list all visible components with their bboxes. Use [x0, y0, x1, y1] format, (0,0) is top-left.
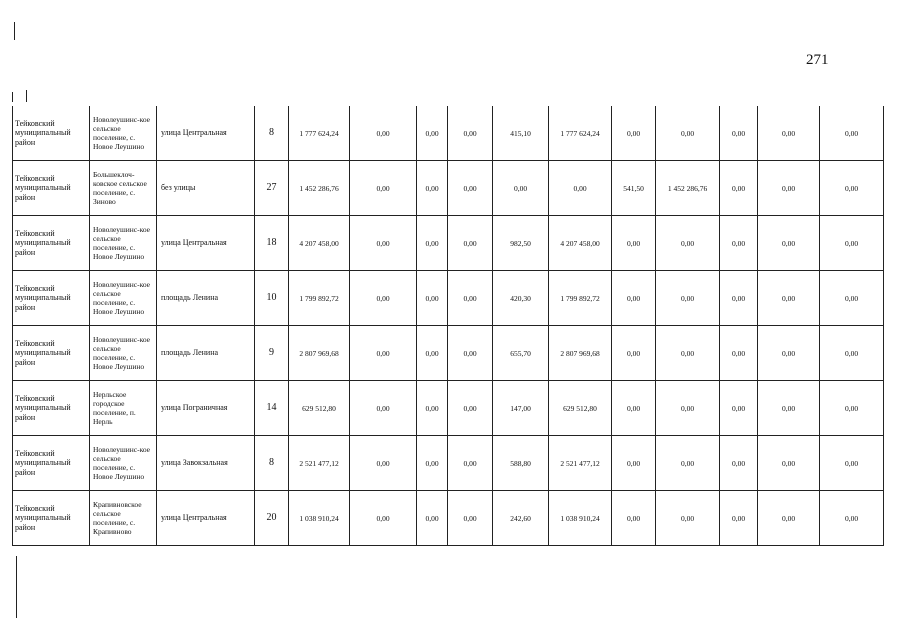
area-cell: 415,10	[493, 106, 549, 161]
table-row	[13, 106, 884, 161]
value-cell: 0,00	[350, 491, 417, 546]
settlement-cell: Новолеушинс-кое сельское поселение, с. Новое Леушино	[90, 271, 157, 326]
value-cell: 0,00	[720, 271, 758, 326]
value-cell: 0,00	[350, 436, 417, 491]
floors-cell: 18	[255, 216, 289, 271]
value-cell: 0,00	[820, 216, 884, 271]
value-cell: 0,00	[758, 491, 820, 546]
value-cell: 0,00	[758, 106, 820, 161]
value-cell: 0,00	[448, 436, 493, 491]
total-cost-cell: 629 512,80	[289, 381, 350, 436]
district-cell: Тейковский муниципальный район	[13, 381, 90, 436]
value-cell: 0,00	[820, 161, 884, 216]
cost-cell: 629 512,80	[549, 381, 612, 436]
cost-cell: 4 207 458,00	[549, 216, 612, 271]
value-cell: 0,00	[820, 381, 884, 436]
street-cell: улица Завокзальная	[157, 436, 255, 491]
value-cell: 0,00	[758, 436, 820, 491]
table-row	[13, 436, 884, 491]
cost-cell: 0,00	[656, 326, 720, 381]
scan-artifact-mark	[14, 22, 15, 40]
table-row	[13, 491, 884, 546]
value-cell: 0,00	[720, 381, 758, 436]
district-cell: Тейковский муниципальный район	[13, 326, 90, 381]
floors-cell: 10	[255, 271, 289, 326]
value-cell: 0,00	[417, 491, 448, 546]
table-row	[13, 216, 884, 271]
value-cell: 0,00	[820, 326, 884, 381]
total-cost-cell: 1 799 892,72	[289, 271, 350, 326]
cost-cell: 0,00	[549, 161, 612, 216]
area-cell: 242,60	[493, 491, 549, 546]
area-cell: 982,50	[493, 216, 549, 271]
total-cost-cell: 4 207 458,00	[289, 216, 350, 271]
district-cell: Тейковский муниципальный район	[13, 436, 90, 491]
value-cell: 0,00	[448, 326, 493, 381]
settlement-cell: Новолеушинс-кое сельское поселение, с. Новое Леушино	[90, 106, 157, 161]
total-cost-cell: 2 521 477,12	[289, 436, 350, 491]
value-cell: 0,00	[720, 491, 758, 546]
value-cell: 0,00	[758, 161, 820, 216]
total-cost-cell: 2 807 969,68	[289, 326, 350, 381]
value-cell: 0,00	[350, 271, 417, 326]
value-cell: 0,00	[350, 106, 417, 161]
area-cell: 0,00	[612, 381, 656, 436]
floors-cell: 14	[255, 381, 289, 436]
page-number: 271	[806, 52, 829, 68]
total-cost-cell: 1 452 286,76	[289, 161, 350, 216]
value-cell: 0,00	[720, 436, 758, 491]
value-cell: 0,00	[820, 271, 884, 326]
value-cell: 0,00	[720, 161, 758, 216]
area-cell: 0,00	[493, 161, 549, 216]
floors-cell: 27	[255, 161, 289, 216]
area-cell: 147,00	[493, 381, 549, 436]
total-cost-cell: 1 038 910,24	[289, 491, 350, 546]
area-cell: 541,50	[612, 161, 656, 216]
value-cell: 0,00	[417, 381, 448, 436]
housing-data-table	[12, 106, 884, 546]
settlement-cell: Крапивновское сельское поселение, с. Крапивново	[90, 491, 157, 546]
value-cell: 0,00	[417, 216, 448, 271]
district-cell: Тейковский муниципальный район	[13, 216, 90, 271]
value-cell: 0,00	[820, 106, 884, 161]
street-cell: площадь Ленина	[157, 326, 255, 381]
value-cell: 0,00	[417, 161, 448, 216]
value-cell: 0,00	[417, 326, 448, 381]
value-cell: 0,00	[448, 381, 493, 436]
area-cell: 655,70	[493, 326, 549, 381]
value-cell: 0,00	[720, 326, 758, 381]
cost-cell: 2 521 477,12	[549, 436, 612, 491]
value-cell: 0,00	[720, 216, 758, 271]
cost-cell: 0,00	[656, 271, 720, 326]
value-cell: 0,00	[417, 106, 448, 161]
district-cell: Тейковский муниципальный район	[13, 491, 90, 546]
value-cell: 0,00	[448, 216, 493, 271]
street-cell: улица Пограничная	[157, 381, 255, 436]
value-cell: 0,00	[720, 106, 758, 161]
value-cell: 0,00	[758, 216, 820, 271]
settlement-cell: Новолеушинс-кое сельское поселение, с. Новое Леушино	[90, 216, 157, 271]
cost-cell: 0,00	[656, 491, 720, 546]
value-cell: 0,00	[820, 491, 884, 546]
scan-artifact-mark	[16, 556, 17, 618]
district-cell: Тейковский муниципальный район	[13, 161, 90, 216]
district-cell: Тейковский муниципальный район	[13, 106, 90, 161]
area-cell: 0,00	[612, 491, 656, 546]
floors-cell: 8	[255, 436, 289, 491]
cost-cell: 0,00	[656, 381, 720, 436]
street-cell: улица Центральная	[157, 216, 255, 271]
value-cell: 0,00	[417, 436, 448, 491]
street-cell: улица Центральная	[157, 106, 255, 161]
area-cell: 0,00	[612, 216, 656, 271]
value-cell: 0,00	[758, 326, 820, 381]
cost-cell: 0,00	[656, 216, 720, 271]
area-cell: 0,00	[612, 271, 656, 326]
cost-cell: 1 799 892,72	[549, 271, 612, 326]
value-cell: 0,00	[758, 381, 820, 436]
scan-artifact-mark	[26, 90, 27, 102]
table-row	[13, 161, 884, 216]
value-cell: 0,00	[350, 216, 417, 271]
value-cell: 0,00	[448, 161, 493, 216]
value-cell: 0,00	[820, 436, 884, 491]
area-cell: 0,00	[612, 106, 656, 161]
cost-cell: 2 807 969,68	[549, 326, 612, 381]
value-cell: 0,00	[350, 381, 417, 436]
scan-artifact-mark	[12, 92, 13, 102]
floors-cell: 8	[255, 106, 289, 161]
floors-cell: 20	[255, 491, 289, 546]
value-cell: 0,00	[448, 271, 493, 326]
table-row	[13, 381, 884, 436]
value-cell: 0,00	[758, 271, 820, 326]
value-cell: 0,00	[448, 491, 493, 546]
street-cell: улица Центральная	[157, 491, 255, 546]
value-cell: 0,00	[417, 271, 448, 326]
area-cell: 588,80	[493, 436, 549, 491]
district-cell: Тейковский муниципальный район	[13, 271, 90, 326]
cost-cell: 1 452 286,76	[656, 161, 720, 216]
cost-cell: 1 038 910,24	[549, 491, 612, 546]
settlement-cell: Большеклоч-ковское сельское поселение, с. Зиново	[90, 161, 157, 216]
area-cell: 420,30	[493, 271, 549, 326]
cost-cell: 1 777 624,24	[549, 106, 612, 161]
table-row	[13, 326, 884, 381]
value-cell: 0,00	[350, 161, 417, 216]
settlement-cell: Нерльское городское поселение, п. Нерль	[90, 381, 157, 436]
settlement-cell: Новолеушинс-кое сельское поселение, с. Новое Леушино	[90, 326, 157, 381]
total-cost-cell: 1 777 624,24	[289, 106, 350, 161]
settlement-cell: Новолеушинс-кое сельское поселение, с. Новое Леушино	[90, 436, 157, 491]
cost-cell: 0,00	[656, 436, 720, 491]
area-cell: 0,00	[612, 326, 656, 381]
value-cell: 0,00	[350, 326, 417, 381]
cost-cell: 0,00	[656, 106, 720, 161]
area-cell: 0,00	[612, 436, 656, 491]
street-cell: площадь Ленина	[157, 271, 255, 326]
floors-cell: 9	[255, 326, 289, 381]
value-cell: 0,00	[448, 106, 493, 161]
street-cell: без улицы	[157, 161, 255, 216]
table-row	[13, 271, 884, 326]
